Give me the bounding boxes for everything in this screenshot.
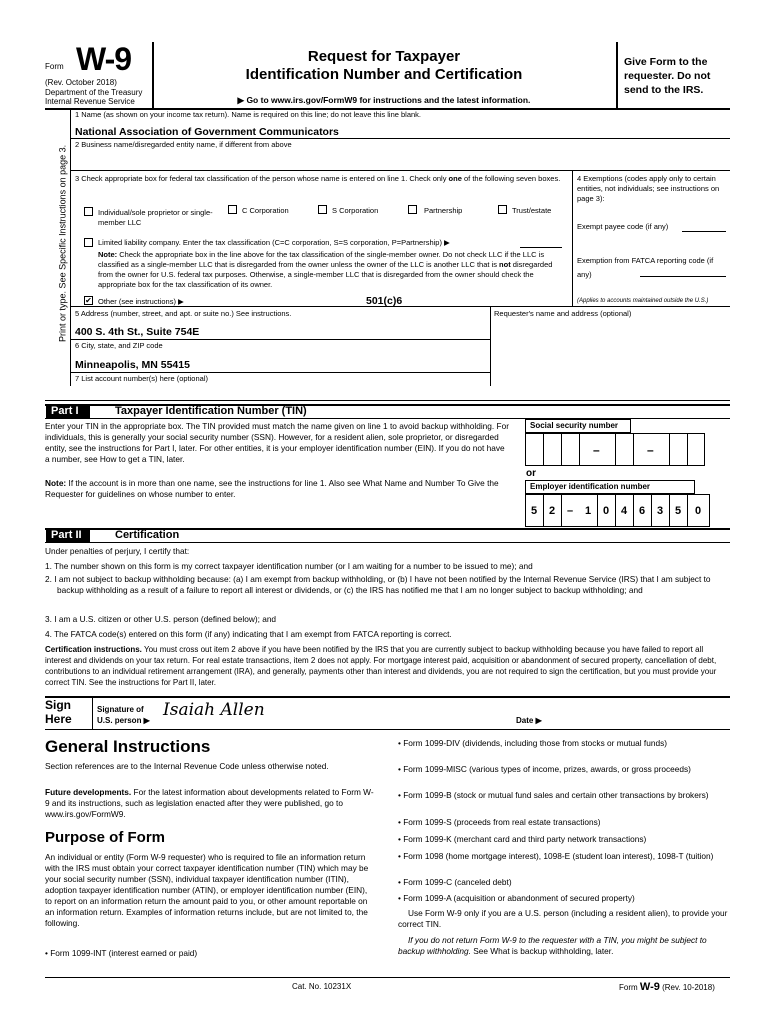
- line2-business-field[interactable]: [75, 150, 725, 168]
- fatca-field[interactable]: [640, 276, 726, 277]
- checkbox-other[interactable]: ✔: [85, 296, 92, 305]
- form-number: W-9: [76, 41, 132, 77]
- ein-digit: 5: [530, 505, 538, 517]
- exempt-payee-label: Exempt payee code (if any): [577, 222, 669, 231]
- future-developments: Future developments. For the latest information about developments related to Form W-9 and its instructions, such as legislation enacted after they were published, go to www.irs.gov/FormW9.: [45, 787, 374, 819]
- footer-form: Form W-9 (Rev. 10-2018): [619, 981, 715, 993]
- form-label: Form: [45, 62, 64, 71]
- bullet-1099-k: • Form 1099-K (merchant card and third party network transactions): [398, 834, 647, 844]
- ein-digit: 1: [584, 505, 592, 517]
- here-label: Here: [45, 712, 72, 726]
- part2-label: Part II: [46, 528, 90, 543]
- checkbox-llc[interactable]: [84, 238, 93, 247]
- section-references: Section references are to the Internal Revenue Code unless otherwise noted.: [45, 761, 329, 771]
- line1-name-value[interactable]: National Association of Government Communicators: [75, 126, 339, 138]
- purpose-heading: Purpose of Form: [45, 829, 166, 846]
- catalog-number: Cat. No. 10231X: [292, 982, 352, 991]
- line5-address-value[interactable]: 400 S. 4th St., Suite 754E: [75, 326, 200, 338]
- bullet-1099-int: • Form 1099-INT (interest earned or paid): [45, 948, 198, 958]
- line2-label: 2 Business name/disregarded entity name, if different from above: [75, 140, 292, 149]
- bullet-1099-s: • Form 1099-S (proceeds from real estate transactions): [398, 817, 601, 827]
- label-individual: Individual/sole proprietor or single-member LLC: [98, 208, 213, 227]
- cert-item-2: 2. I am not subject to backup withholding because: (a) I am exempt from backup withholding, or (b) I have not been notified by the Internal Revenue Service (IRS) that I am subject to backup withholding as a result of a failure to report all interest or dividends, or (c) the IRS has notified me that I am no longer subject to backup withholding; and: [45, 574, 711, 595]
- label-trust: Trust/estate: [512, 206, 552, 215]
- ein-digit: 5: [674, 505, 682, 517]
- cert-item-1: 1. The number shown on this form is my correct taxpayer identification number (or I am waiting for a number to be issued to me); and: [45, 561, 533, 571]
- backup-withholding-note: If you do not return Form W-9 to the requester with a TIN, you might be subject to backup withholding. See What is backup withholding, later.: [398, 935, 707, 956]
- ein-digit: 6: [638, 505, 646, 517]
- label-other: Other (see instructions) ▶: [98, 297, 184, 306]
- label-c-corp: C Corporation: [242, 206, 289, 215]
- part1-title: Taxpayer Identification Number (TIN): [115, 405, 307, 417]
- checkbox-trust[interactable]: [498, 205, 507, 214]
- bullet-1099-b: • Form 1099-B (stock or mutual fund sales and certain other transactions by brokers): [398, 790, 709, 800]
- other-value[interactable]: 501(c)6: [366, 295, 403, 307]
- ein-digit: 0: [694, 505, 702, 517]
- bullet-1099-misc: • Form 1099-MISC (various types of income, prizes, awards, or gross proceeds): [398, 764, 691, 774]
- line7-account-field[interactable]: [75, 385, 725, 399]
- cert-item-4: 4. The FATCA code(s) entered on this form (if any) indicating that I am exempt from FATCA reporting is correct.: [45, 629, 452, 639]
- give-form-note: Give Form to the requester. Do not send to the IRS.: [624, 56, 711, 96]
- requester-field[interactable]: [494, 320, 726, 380]
- checkbox-c-corp[interactable]: [228, 205, 237, 214]
- requester-label: Requester's name and address (optional): [494, 309, 632, 318]
- or-label: or: [526, 468, 536, 479]
- fatca-applies-note: (Applies to accounts maintained outside the U.S.): [577, 298, 709, 304]
- form-title-line1: Request for Taxpayer: [307, 48, 461, 65]
- department: Department of the Treasury: [45, 88, 143, 97]
- agency: Internal Revenue Service: [45, 97, 135, 106]
- cert-item-3: 3. I am a U.S. citizen or other U.S. person (defined below); and: [45, 614, 277, 624]
- ssn-dash-1: –: [593, 443, 600, 457]
- revision: (Rev. October 2018): [45, 78, 117, 87]
- signature-label-1: Signature of: [97, 705, 144, 714]
- ein-digit: 3: [656, 505, 664, 517]
- exempt-payee-field[interactable]: [682, 231, 726, 232]
- signature-label-2: U.S. person ▶: [97, 716, 150, 725]
- llc-classification-field[interactable]: [520, 247, 562, 248]
- bullet-1098: • Form 1098 (home mortgage interest), 1098-E (student loan interest), 1098-T (tuition): [398, 851, 714, 861]
- checkbox-partnership[interactable]: [408, 205, 417, 214]
- side-label: Print or type. See Specific Instructions on page 3.: [57, 144, 68, 342]
- part1-note: Note: If the account is in more than one name, see the instructions for line 1. Also see What Name and Number To Give the Requester for guidelines on whose number to enter.: [45, 478, 499, 499]
- use-w9-note: Use Form W-9 only if you are a U.S. person (including a resident alien), to provide your correct TIN.: [398, 908, 728, 929]
- ein-digit: 2: [548, 505, 556, 517]
- cert-intro: Under penalties of perjury, I certify that:: [45, 546, 190, 556]
- part1-text: Enter your TIN in the appropriate box. The TIN provided must match the name given on line 1 to avoid backup withholding. For individuals, this is generally your social security number (SSN). However, for a resident alien, sole proprietor, or disregarded entity, see the instructions for Part I, later. For other entities, it is your employer identification number (EIN). If you do not have a number, see How to get a TIN, later.: [45, 421, 509, 464]
- bullet-1099-div: • Form 1099-DIV (dividends, including those from stocks or mutual funds): [398, 738, 667, 748]
- line6-label: 6 City, state, and ZIP code: [75, 341, 163, 350]
- line1-label: 1 Name (as shown on your income tax return). Name is required on this line; do not leave this line blank.: [75, 110, 422, 119]
- general-instructions-heading: General Instructions: [45, 737, 211, 756]
- line7-label: 7 List account number(s) here (optional): [75, 374, 208, 383]
- checkbox-s-corp[interactable]: [318, 205, 327, 214]
- ssn-label: Social security number: [530, 421, 619, 430]
- date-field[interactable]: [552, 704, 727, 726]
- part1-label: Part I: [46, 404, 90, 419]
- label-s-corp: S Corporation: [332, 206, 379, 215]
- ssn-dash-2: –: [647, 443, 654, 457]
- sign-label: Sign: [45, 698, 71, 712]
- cert-instructions: Certification instructions. You must cross out item 2 above if you have been notified by the IRS that you are currently subject to backup withholding because you have failed to report all interest and dividends on your tax return. For real estate transactions, item 2 does not apply. For mortgage interest paid, acquisition or abandonment of secured property, cancellation of debt, contributions to an individual retirement arrangement (IRA), and generally, payments other than interest and dividends, you are not required to sign the certification, but you must provide your correct TIN. See the instructions for Part II, later.: [45, 645, 717, 687]
- checkbox-individual[interactable]: [84, 207, 93, 216]
- fatca-label: Exemption from FATCA reporting code (if any): [577, 256, 714, 279]
- part2-title: Certification: [115, 529, 180, 541]
- goto-instructions: ▶ Go to www.irs.gov/FormW9 for instructions and the latest information.: [237, 95, 531, 105]
- label-llc: Limited liability company. Enter the tax classification (C=C corporation, S=S corporation, P=Partnership) ▶: [98, 238, 450, 247]
- ein-label: Employer identification number: [530, 482, 651, 491]
- purpose-text: An individual or entity (Form W-9 requester) who is required to file an information return with the IRS must obtain your correct taxpayer identification number (TIN) which may be your social security number (SSN), individual taxpayer identification number (ITIN), adoption taxpayer identification number (ATIN), or employer identification number (EIN), to report on an information return the amount paid to you, or other amount reportable on an information return. Examples of information returns include, but are not limited to, the following.: [45, 852, 369, 928]
- ein-digit: 4: [620, 505, 628, 517]
- line5-label: 5 Address (number, street, and apt. or suite no.) See instructions.: [75, 309, 292, 318]
- line3-label: 3 Check appropriate box for federal tax classification of the person whose name is entered on line 1. Check only one of the following seven boxes.: [75, 174, 561, 183]
- line4-label: 4 Exemptions (codes apply only to certain entities, not individuals; see instructions on page 3):: [577, 174, 720, 203]
- line6-city-value[interactable]: Minneapolis, MN 55415: [75, 359, 190, 371]
- bullet-1099-a: • Form 1099-A (acquisition or abandonment of secured property): [398, 893, 635, 903]
- ein-digit: 0: [602, 505, 610, 517]
- bullet-1099-c: • Form 1099-C (canceled debt): [398, 877, 512, 887]
- label-partnership: Partnership: [424, 206, 463, 215]
- ein-dash: –: [566, 505, 574, 517]
- signature-value[interactable]: Isaiah Allen: [163, 700, 265, 720]
- form-title-line2: Identification Number and Certification: [245, 66, 523, 83]
- date-label: Date ▶: [516, 716, 542, 725]
- llc-note: Note: Check the appropriate box in the line above for the tax classification of the single-member owner. Do not check LLC if the LLC is classified as a single-member LLC that is disregarded from the owner unless the owner of the LLC is another LLC that is not disregarded from the owner for U.S. federal tax purposes. Otherwise, a single-member LLC that is disregarded from the owner should check the appropriate box for the tax classification of its owner.: [98, 250, 553, 289]
